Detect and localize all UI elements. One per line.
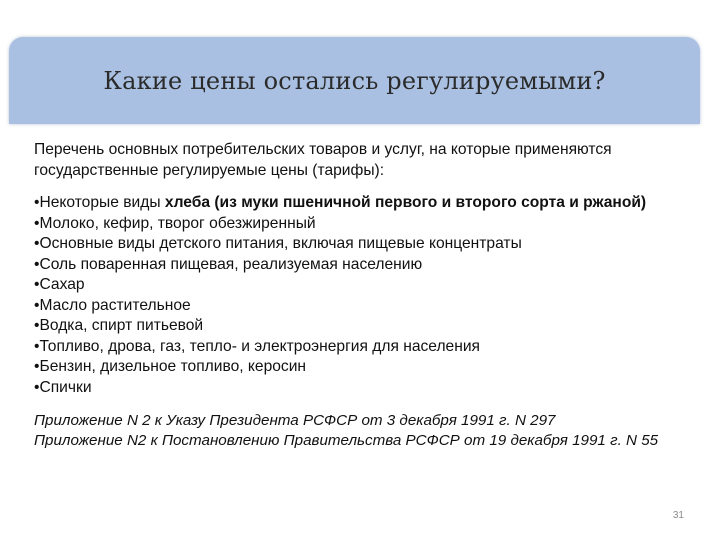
goods-list [34, 193, 694, 398]
list-item [34, 296, 694, 317]
item-text: •Масло растительное [34, 296, 191, 314]
item-text: •Основные виды детского питания, включая пищевые концентраты [34, 235, 522, 252]
source-note: Приложение N2 к Постановлению Правительства РСФСР от 19 декабря 1991 г. N 55 [34, 432, 659, 449]
item-bold-text: хлеба (из муки пшеничной первого и второго сорта и ржаной) [164, 194, 647, 211]
item-text: •Бензин, дизельное топливо, керосин [34, 358, 307, 375]
list-item [34, 357, 694, 378]
intro-text: Перечень основных потребительских товаров и услуг, на которые применяются государственные регулируемые цены (тарифы): [34, 141, 612, 179]
list-item [34, 214, 694, 235]
source-note: Приложение N 2 к Указу Президента РСФСР от 3 декабря 1991 г. N 297 [34, 412, 556, 429]
slide-body [34, 140, 694, 451]
item-text: •Спички [34, 378, 92, 396]
item-text: •Некоторые виды [34, 194, 165, 211]
item-text: •Соль поваренная пищевая, реализуемая населению [34, 255, 423, 273]
source-notes [34, 411, 694, 451]
item-text: •Сахар [34, 276, 85, 293]
list-item [34, 234, 694, 255]
title-banner [9, 37, 700, 124]
list-item [34, 337, 694, 358]
list-item [34, 193, 694, 214]
list-item [34, 316, 694, 337]
slide-title: Какие цены остались регулируемыми? [103, 67, 606, 95]
page-number: 31 [672, 510, 684, 521]
item-text: •Топливо, дрова, газ, тепло- и электроэнергия для населения [34, 337, 480, 355]
item-text: •Молоко, кефир, творог обезжиренный [34, 214, 316, 232]
list-item [34, 275, 694, 296]
list-item [34, 378, 694, 399]
list-item [34, 255, 694, 276]
item-text: •Водка, спирт питьевой [34, 317, 204, 334]
